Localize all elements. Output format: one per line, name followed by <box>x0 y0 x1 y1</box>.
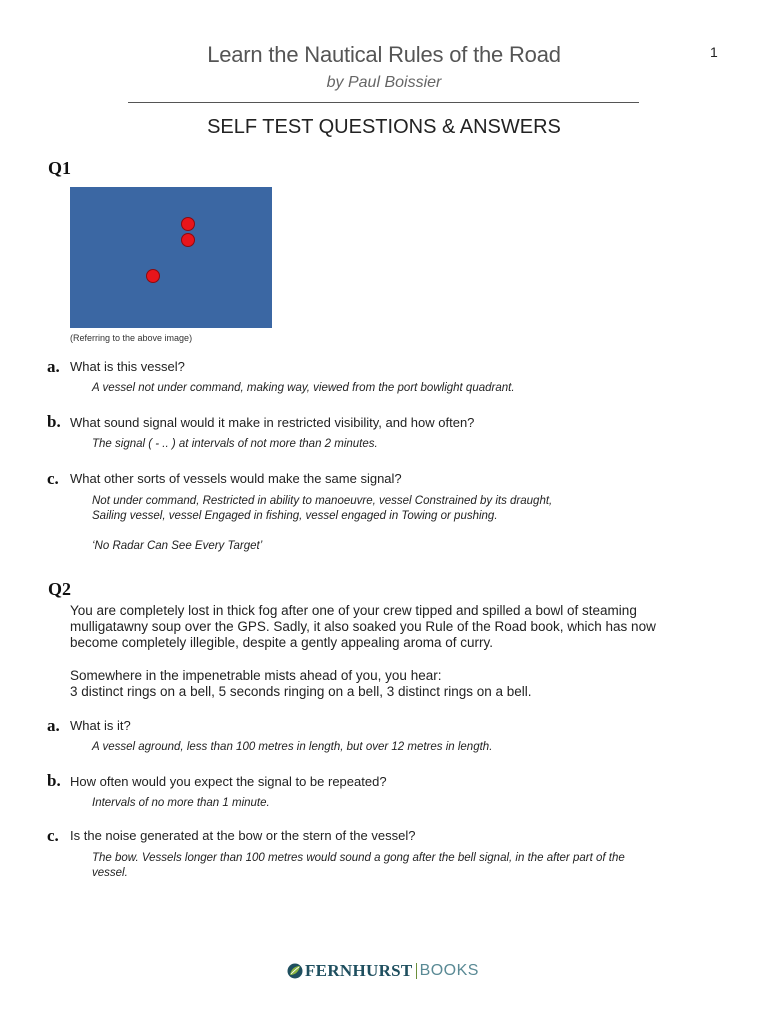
q2-intro-line1: You are completely lost in thick fog after one of your crew tipped and spilled a bowl of steaming <box>70 603 637 618</box>
fernhurst-books-logo <box>287 961 479 981</box>
q2-intro-line2: mulligatawny soup over the GPS. Sadly, it also soaked you Rule of the Road book, which has now <box>70 619 656 634</box>
leaf-icon <box>287 963 303 979</box>
logo-text-books: BOOKS <box>419 962 479 979</box>
q2-intro-line4: Somewhere in the impenetrable mists ahead of you, you hear: <box>70 668 442 683</box>
q1-heading: Q1 <box>48 158 72 178</box>
q2-c-question: Is the noise generated at the bow or the stern of the vessel? <box>70 828 416 843</box>
q2-b-question: How often would you expect the signal to be repeated? <box>70 774 387 789</box>
red-light-middle <box>181 233 195 247</box>
logo-separator <box>416 963 417 979</box>
q1-a-letter: a. <box>47 357 60 376</box>
q2-c-letter: c. <box>47 826 59 845</box>
document-author: by Paul Boissier <box>326 74 442 91</box>
q1-b-answer: The signal ( - .. ) at intervals of not more than 2 minutes. <box>92 438 378 450</box>
q1-c-answer-line2: Sailing vessel, vessel Engaged in fishing, vessel engaged in Towing or pushing. <box>92 510 498 522</box>
q2-a-letter: a. <box>47 716 60 735</box>
q2-c-answer-line2: vessel. <box>92 867 128 879</box>
image-caption: (Referring to the above image) <box>70 333 193 343</box>
q2-heading: Q2 <box>48 579 72 599</box>
q1-c-question: What other sorts of vessels would make the same signal? <box>70 471 402 486</box>
q2-a-answer: A vessel aground, less than 100 metres in length, but over 12 metres in length. <box>92 741 493 753</box>
q2-b-answer: Intervals of no more than 1 minute. <box>92 797 270 809</box>
q2-c-answer-line1: The bow. Vessels longer than 100 metres would sound a gong after the bell signal, in the after part of the <box>92 852 625 864</box>
header-divider <box>128 102 639 103</box>
q2-a-question: What is it? <box>70 718 131 733</box>
q1-c-mnemonic: ‘No Radar Can See Every Target’ <box>92 540 263 552</box>
document-title: Learn the Nautical Rules of the Road <box>207 42 561 67</box>
q1-c-answer-line1: Not under command, Restricted in ability to manoeuvre, vessel Constrained by its draught, <box>92 495 553 507</box>
q2-intro-line3: become completely illegible, despite a gently appealing aroma of curry. <box>70 635 493 650</box>
q1-c-letter: c. <box>47 469 59 488</box>
page-number: 1 <box>710 44 718 60</box>
q2-intro-line5: 3 distinct rings on a bell, 5 seconds ringing on a bell, 3 distinct rings on a bell. <box>70 684 532 699</box>
red-light-top <box>181 217 195 231</box>
section-title: SELF TEST QUESTIONS & ANSWERS <box>207 116 561 138</box>
q1-a-answer: A vessel not under command, making way, viewed from the port bowlight quadrant. <box>92 382 515 394</box>
q2-b-letter: b. <box>47 771 61 790</box>
logo-text-fernhurst: FERNHURST <box>305 961 413 980</box>
q1-b-question: What sound signal would it make in restricted visibility, and how often? <box>70 415 475 430</box>
red-sidelight <box>146 269 160 283</box>
q1-b-letter: b. <box>47 412 61 431</box>
q1-a-question: What is this vessel? <box>70 359 185 374</box>
vessel-lights-image <box>70 187 272 328</box>
